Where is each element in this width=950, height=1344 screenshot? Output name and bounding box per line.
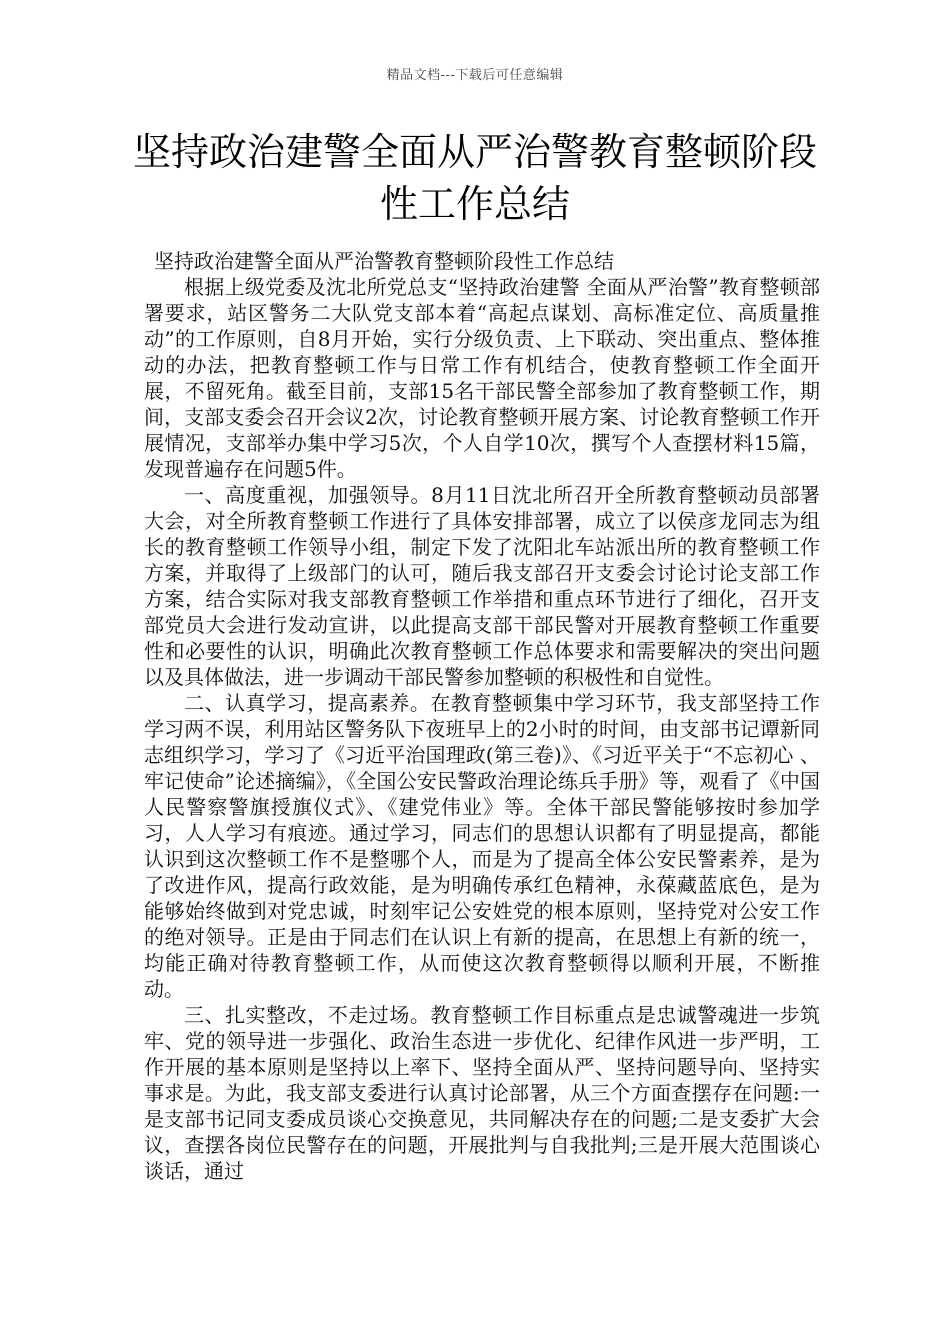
document-subtitle: 坚持政治建警全面从严治警教育整顿阶段性工作总结 bbox=[154, 249, 614, 273]
paragraph-section-2: 二、认真学习，提高素养。在教育整顿集中学习环节，我支部坚持工作学习两不误，利用站区警务队下夜班早上的2小时的时间，由支部书记谭新同志组织学习，学习了《习近平治国理政(第三卷)》、《习近平关于“不忘初心 、牢记使命”论述摘编》，《全国公安民警政治理论练兵手册》等，观看了《中国人民警察警旗授旗仪式》、《建党伟业》等。全体干部民警能够按时参加学习，人人学习有痕迹。通过学习，同志们的思想认识都有了明显提高，都能认识到这次整顿工作不是整哪个人，而是为了提高全体公安民警素养，是为了改进作风，提高行政效能，是为明确传承红色精神，永葆藏蓝底色，是为能够始终做到对党忠诚，时刻牢记公安姓党的根本原则，坚持党对公安工作的绝对领导。正是由于同志们在认识上有新的提高，在思想上有新的统一，均能正确对待教育整顿工作，从而使这次教育整顿得以顺利开展，不断推动。 bbox=[144, 691, 820, 1001]
paragraph-section-1: 一、高度重视，加强领导。8月11日沈北所召开全所教育整顿动员部署大会，对全所教育整顿工作进行了具体安排部署，成立了以侯彦龙同志为组长的教育整顿工作领导小组，制定下发了沈阳北车站派出所的教育整顿工作方案，并取得了上级部门的认可，随后我支部召开支委会讨论讨论支部工作方案，结合实际对我支部教育整顿工作举措和重点环节进行了细化，召开支部党员大会进行发动宣讲，以此提高支部干部民警对开展教育整顿工作重要性和必要性的认识，明确此次教育整顿工作总体要求和需要解决的突出问题以及具体做法，进一步调动干部民警参加整顿的积极性和自觉性。 bbox=[144, 483, 820, 689]
document-title bbox=[120, 126, 830, 230]
title-line-1: 坚持政治建警全面从严治警教育整顿阶段 bbox=[132, 130, 817, 174]
page-header: 精品文档---下载后可任意编辑 bbox=[386, 68, 564, 83]
paragraph-section-3: 三、扎实整改，不走过场。教育整顿工作目标重点是忠诚警魂进一步筑牢、党的领导进一步强化、政治生态进一步优化、纪律作风进一步严明，工作开展的基本原则是坚持以上率下、坚持全面从严、坚持问题导向、坚持实事求是。为此，我支部支委进行认真讨论部署，从三个方面查摆存在问题:一是支部书记同支委成员谈心交换意见，共同解决存在的问题;二是支委扩大会议，查摆各岗位民警存在的问题，开展批判与自我批判;三是开展大范围谈心谈话，通过 bbox=[144, 1003, 820, 1183]
document-body bbox=[144, 248, 820, 1184]
paragraph-intro: 根据上级党委及沈北所党总支“坚持政治建警 全面从严治警”教育整顿部署要求，站区警务二大队党支部本着“高起点谋划、高标准定位、高质量推动”的工作原则，自8月开始，实行分级负责、上下联动、突出重点、整体推动的办法，把教育整顿工作与日常工作有机结合，使教育整顿工作全面开展，不留死角。截至目前，支部15名干部民警全部参加了教育整顿工作，期间，支部支委会召开会议2次，讨论教育整顿开展方案、讨论教育整顿工作开展情况，支部举办集中学习5次，个人自学10次，撰写个人查摆材料15篇，发现普遍存在问题5件。 bbox=[144, 275, 820, 481]
title-line-2: 性工作总结 bbox=[379, 182, 570, 226]
